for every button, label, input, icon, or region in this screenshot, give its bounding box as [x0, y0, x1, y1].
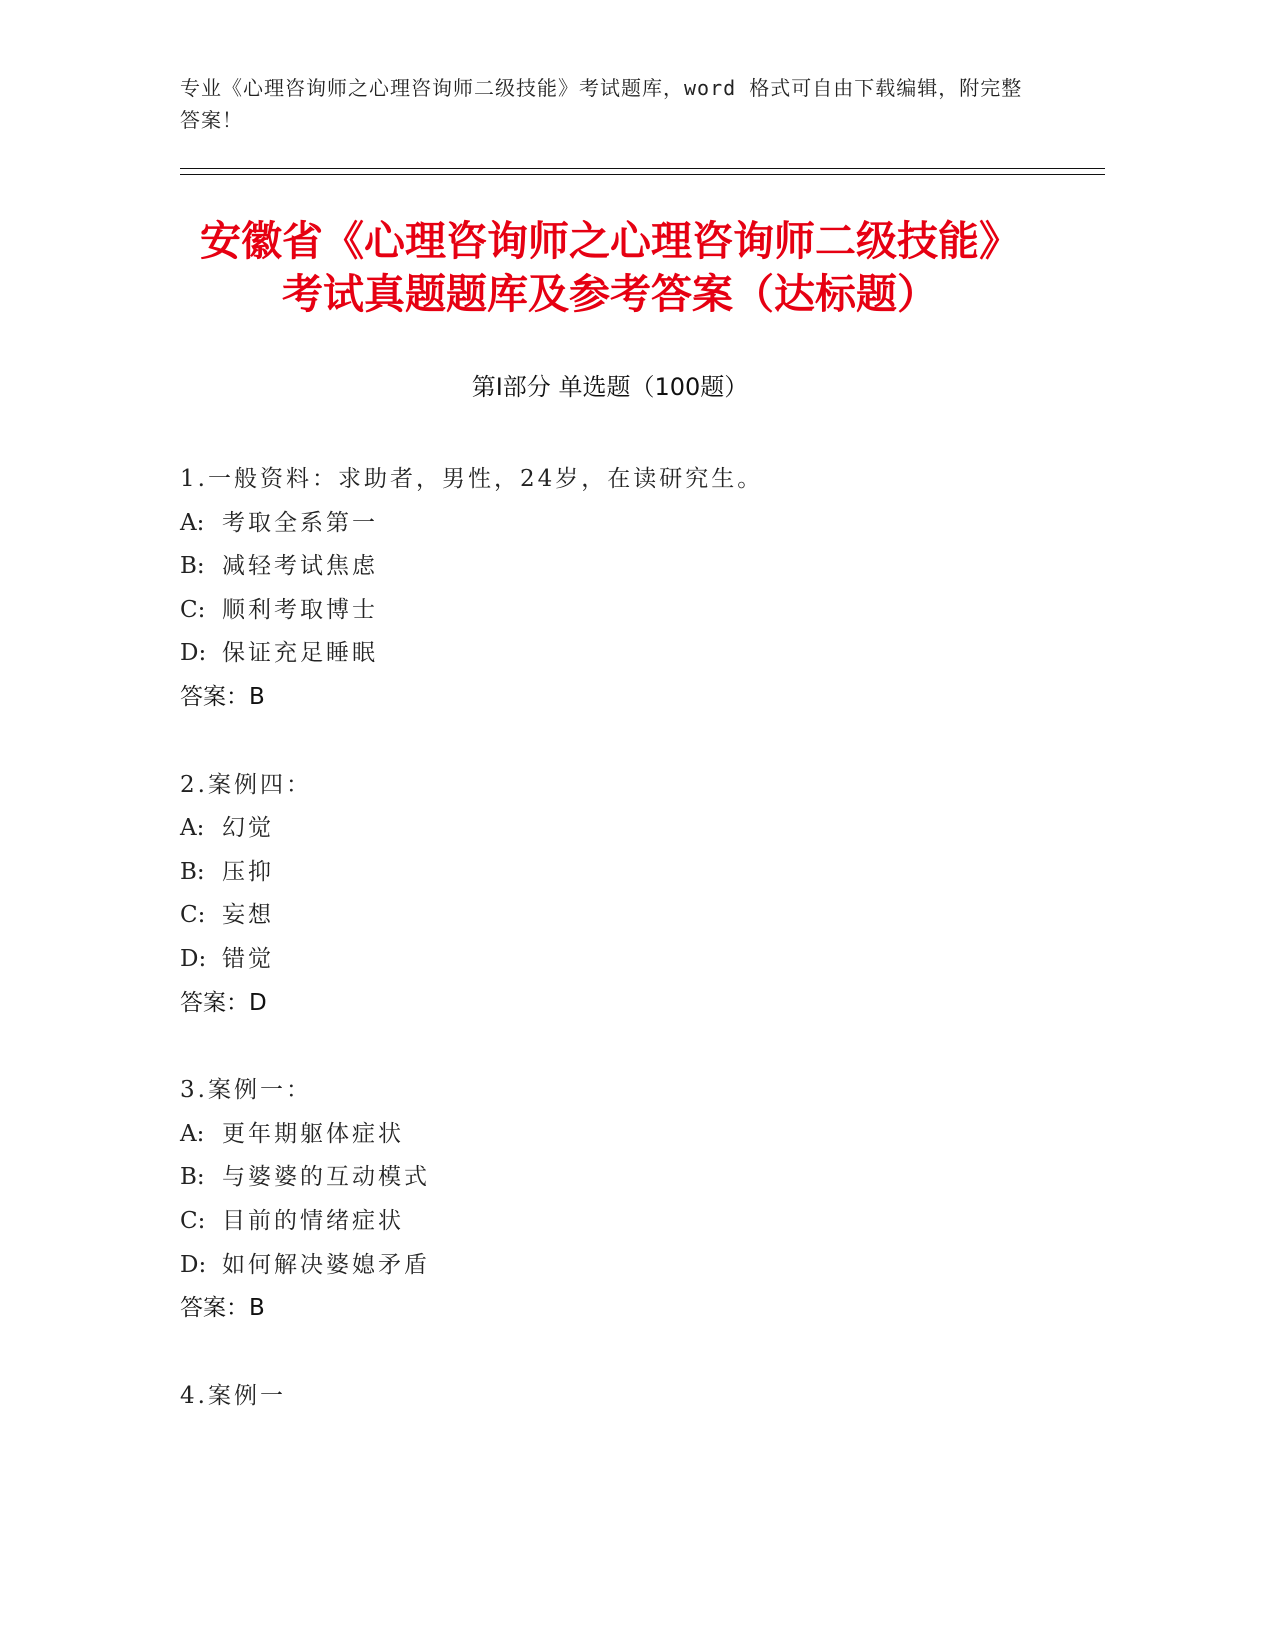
option-text: 错觉: [222, 945, 274, 972]
option-letter: B:: [180, 553, 205, 580]
option-letter: C:: [180, 1207, 206, 1234]
question-stem: 2.案例四：: [180, 771, 312, 798]
option-text: 如何解决婆媳矛盾: [222, 1251, 430, 1278]
option-text: 幻觉: [222, 815, 274, 842]
option-a: [180, 807, 1080, 851]
option-b: [180, 545, 1080, 589]
question-item: [180, 458, 1080, 720]
question-item: [180, 764, 1080, 1026]
question-stem: 4.案例一: [180, 1382, 286, 1409]
option-letter: B:: [180, 858, 205, 885]
option-d: [180, 632, 1080, 676]
option-a: [180, 1113, 1080, 1157]
option-b: [180, 851, 1080, 895]
option-a: [180, 502, 1080, 546]
header-divider-bottom: [180, 174, 1105, 175]
option-text: 减轻考试焦虑: [222, 553, 378, 580]
answer-line: 答案：D: [180, 989, 267, 1016]
option-letter: B:: [180, 1164, 205, 1191]
answer-line: 答案：B: [180, 1295, 265, 1322]
question-item: [180, 1069, 1080, 1331]
option-text: 顺利考取博士: [222, 596, 378, 623]
option-letter: C:: [180, 902, 206, 929]
option-letter: D:: [180, 1251, 207, 1278]
option-letter: A:: [180, 1120, 205, 1147]
option-c: [180, 589, 1080, 633]
header-note: 专业《心理咨询师之心理咨询师二级技能》考试题库，word 格式可自由下载编辑，附完整答案！: [180, 76, 1023, 132]
option-d: [180, 1244, 1080, 1288]
option-text: 与婆婆的互动模式: [222, 1164, 430, 1191]
header-divider-top: [180, 168, 1105, 169]
document-title: 安徽省《心理咨询师之心理咨询师二级技能》考试真题题库及参考答案（达标题）: [200, 217, 1020, 318]
option-letter: D:: [180, 945, 207, 972]
option-letter: D:: [180, 640, 207, 667]
option-c: [180, 894, 1080, 938]
option-letter: A:: [180, 815, 205, 842]
option-text: 更年期躯体症状: [222, 1120, 404, 1147]
option-c: [180, 1200, 1080, 1244]
question-item: [180, 1375, 1080, 1419]
option-text: 压抑: [222, 858, 274, 885]
answer-line: 答案：B: [180, 683, 265, 710]
section-heading: 第Ⅰ部分 单选题（100题）: [471, 373, 749, 401]
option-letter: C:: [180, 596, 206, 623]
option-text: 考取全系第一: [222, 509, 378, 536]
option-text: 目前的情绪症状: [222, 1207, 404, 1234]
option-text: 保证充足睡眠: [222, 640, 378, 667]
option-d: [180, 938, 1080, 982]
option-text: 妄想: [222, 902, 274, 929]
option-letter: A:: [180, 509, 205, 536]
option-b: [180, 1156, 1080, 1200]
question-list: [180, 458, 1080, 1462]
question-stem: 1.一般资料：求助者，男性，24岁，在读研究生。: [180, 466, 764, 492]
question-stem: 3.案例一：: [180, 1077, 312, 1104]
